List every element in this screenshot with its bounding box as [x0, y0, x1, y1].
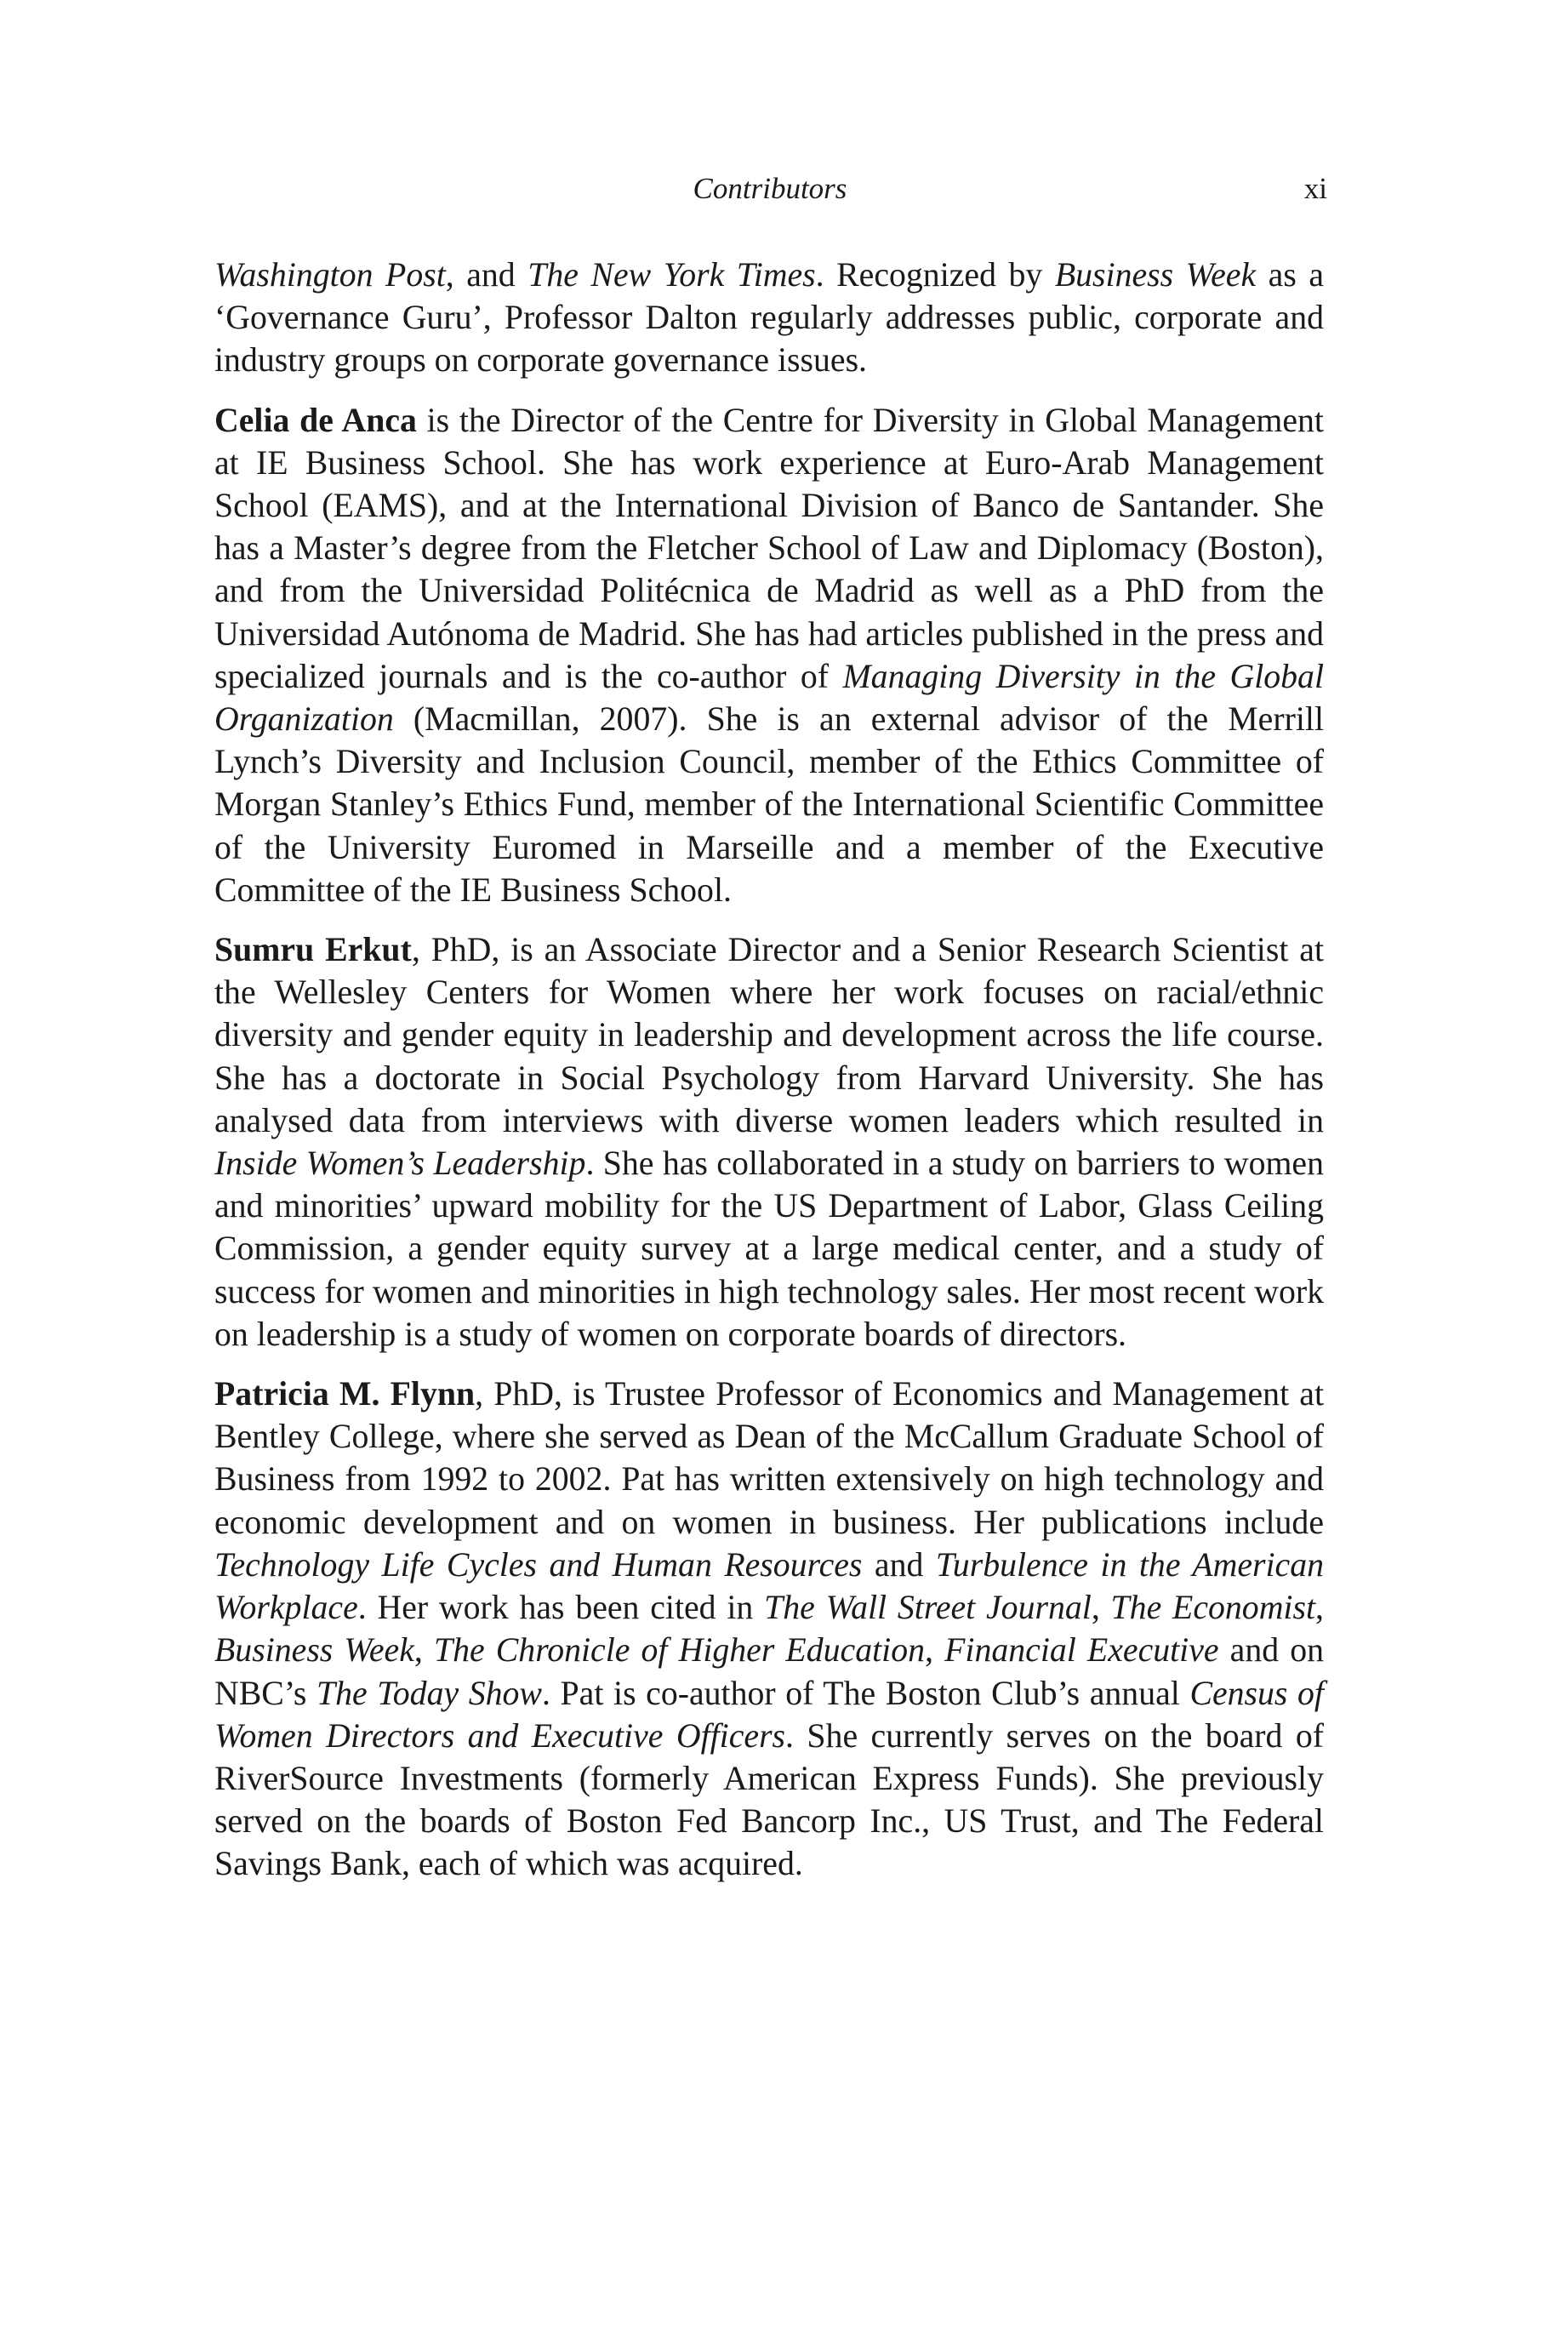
- text-segment: ,: [413, 1631, 434, 1670]
- text-segment: (Macmillan, 2007). She is an external advisor of the Merrill Lynch’s Diversity and Inclusion Council, member of the Ethics Committee of Morgan Stanley’s Ethics Fund, member of the International Scientific Committee of the University Euromed in Marseille and a member of the Executive Committee of the IE Business School.: [214, 700, 1324, 909]
- text-segment: Turbulence in the American Workplace: [214, 1545, 1324, 1627]
- running-title: Contributors: [693, 172, 847, 205]
- text-segment: The Wall Street Journal: [764, 1589, 1092, 1627]
- text-segment: and: [862, 1545, 936, 1584]
- text-segment: Managing Diversity in the Global Organization: [214, 657, 1325, 739]
- text-segment: ,: [925, 1631, 945, 1670]
- bio-continuation-paragraph: [214, 254, 1324, 382]
- text-segment: , and: [445, 256, 528, 294]
- text-segment: , PhD, is Trustee Professor of Economics and Management at Bentley College, where she served as Dean of the McCallum Graduate School of Business from 1992 to 2002. Pat has written extensively on high technology and economic development and on women in business. Her publications include: [214, 1375, 1324, 1541]
- contributor-name: Patricia M. Flynn: [214, 1375, 476, 1413]
- text-segment: . She has collaborated in a study on barriers to women and minorities’ upward mobility for the US Department of Labor, Glass Ceiling Commission, a gender equity survey at a large medical center, and a study of success for women and minorities in high technology sales. Her most recent work on leadership is a study of women on corporate boards of directors.: [214, 1145, 1324, 1353]
- text-segment: , PhD, is an Associate Director and a Senior Research Scientist at the Wellesley Centers for Women where her work focuses on racial/​ethnic diversity and gender equity in leadership and development across the life course. She has a doctorate in Social Psychology from Harvard University. She has analysed data from interviews with diverse women leaders which resulted in: [214, 931, 1324, 1139]
- contributors-body: [214, 254, 1324, 1903]
- text-segment: and on NBC’s: [214, 1631, 1325, 1712]
- text-segment: ,: [1091, 1589, 1111, 1627]
- text-segment: . She currently serves on the board of RiverSource Investments (formerly American Express Funds). She previously served on the boards of Boston Fed Bancorp Inc., US Trust, and The Federal Savings Bank, each of which was acquired.: [214, 1716, 1324, 1883]
- text-segment: . Pat is co-author of The Boston Club’s annual: [541, 1674, 1190, 1712]
- running-head: [213, 168, 1327, 209]
- text-segment: Washington Post: [214, 256, 446, 294]
- text-segment: Census of Women Directors and Executive Officers: [214, 1674, 1324, 1755]
- text-segment: The Economist: [1110, 1589, 1316, 1627]
- contributor-name: Sumru Erkut: [214, 931, 412, 969]
- text-segment: . Recognized by: [815, 256, 1055, 294]
- text-segment: Financial Executive: [944, 1631, 1219, 1670]
- text-segment: Technology Life Cycles and Human Resources: [214, 1545, 863, 1584]
- text-segment: The Today Show: [316, 1674, 542, 1712]
- text-segment: as a ‘Governance Guru’, Professor Dalton regularly addresses public, corporate and industry groups on corporate governance issues.: [214, 256, 1324, 380]
- text-segment: Business Week: [1054, 256, 1257, 294]
- bio-paragraph-sumru-erkut: [214, 928, 1324, 1356]
- text-segment: Inside Women’s Leadership: [214, 1145, 586, 1183]
- text-segment: is the Director of the Centre for Diversity in Global Management at IE Business School. She has work experience at Euro-Arab Management School (EAMS), and at the International Division of Banco de Santander. She has a Master’s degree from the Fletcher School of Law and Diplomacy (Boston), and from the Universidad Politécnica de Madrid as well as a PhD from the Universidad Autónoma de Madrid. She has had articles published in the press and specialized journals and is the co-author of: [214, 401, 1324, 695]
- text-segment: . Her work has been cited in: [357, 1589, 765, 1627]
- text-segment: The New York Times: [527, 256, 816, 294]
- text-segment: The Chronicle of Higher Education: [433, 1631, 926, 1670]
- bio-paragraph-patricia-m-flynn: [214, 1373, 1324, 1885]
- text-segment: Business Week: [214, 1631, 414, 1670]
- page-number: xi: [1303, 172, 1327, 205]
- contributor-name: Celia de Anca: [214, 401, 417, 439]
- bio-paragraph-celia-de-anca: [214, 399, 1324, 911]
- text-segment: ,: [1315, 1589, 1324, 1627]
